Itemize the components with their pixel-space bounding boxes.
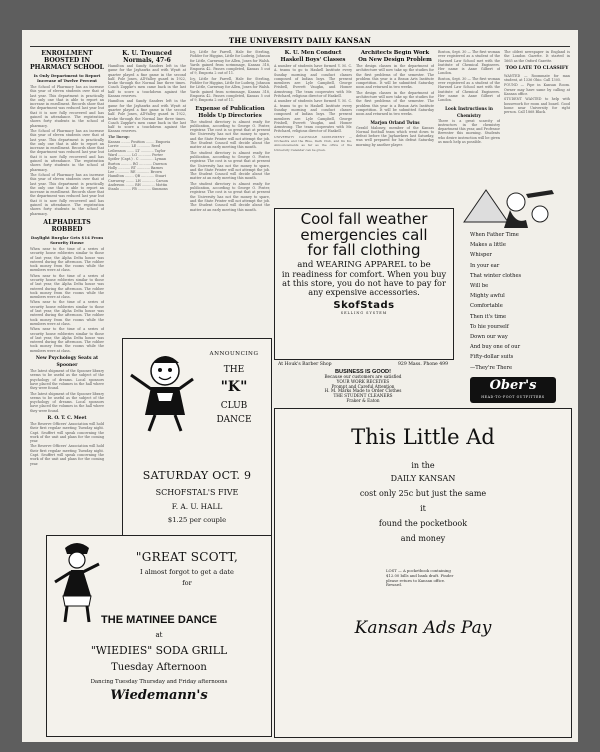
column-2 <box>108 50 186 360</box>
article-football-cont: Hamilton and Sandy Sanders left in the game for the Jayhawks and with Wyatt at quarter played a fine game in the second half. Pole Jones, All-Valley guard in 1922, broke through the Normal line three times. Coach Zuppke's men came back in the last half to score a touchdown against the Kansas reserves. <box>108 99 186 134</box>
article-alphadelts-cont: When near to the time of a series of security house robberies similar to those of last year, the Alpha Delta house was entered during the afternoon. The robber took money from the rooms while the members were at class. <box>30 273 104 300</box>
wiedemann-ad <box>46 535 272 737</box>
barber-line: Fraker & Eaton <box>346 397 380 403</box>
article-pharmacy: The School of Pharmacy has an increase this year of eleven students over that of last year. This department is practically the only one that is able to report an increase in enrollment. Records show that the department was reduced last year but that it is now fully recovered and has gained in attendance. The registration shows forty students in the school of pharmacy. <box>30 85 104 128</box>
lineup-row: Holly ........... RT ............ Barnes <box>108 165 164 170</box>
article-architects-cont: The design classes in the department of architecture will now take up the studies for the first problems of the semester. The problem this year is a Beaux Arts Institute competition. It will be submitted Saturday noon and returned in two weeks. <box>356 90 434 117</box>
masthead-rule <box>30 46 570 47</box>
lineup-row: Lorrie .......... LE ............ Reed <box>108 144 161 149</box>
poem-line: Mighty awful <box>470 293 505 300</box>
lineup-row: Leibenson ....... LT ............ Taylor <box>108 148 166 153</box>
article-haskell-cont: A number of students have formed Y. M. C. A. teams to go to Haskell Institute every Sunday morning and conduct classes composed of Indian boys. The present members are: Lyle Campbell, George Frisbell, Everett Vaughn, and Homer Armstrong. The team cooperates with Mr. Pritchard, religious director of Haskell. <box>274 99 352 134</box>
article-directories-more: The student directory is almost ready for publication, according to George O. Foster, registrar. The cost is so great that at present the University has not the money to spare, and the State Printer will not attempt the job. The Student Council will decide about the matter at an early meeting this month. <box>190 181 270 212</box>
matinee-dance-title: THE MATINEE DANCE <box>101 614 217 626</box>
scott-at: at <box>155 631 163 639</box>
poem-line: And buy one of our <box>470 344 521 351</box>
brand-subtitle: SELLING SYSTEM <box>340 310 388 315</box>
little-ad-line1: in the <box>411 461 435 470</box>
poem-line: To hie yourself <box>470 323 509 330</box>
ad-line: for fall clothing <box>307 241 421 259</box>
article-gazette: The oldest newspaper in England is the London Gazette. It started in 1665 as the Oxford Gazette. <box>504 50 570 63</box>
kansan-ads-pay-ad <box>274 408 572 738</box>
poem-line: When Father Time <box>470 232 519 238</box>
k-label: "K" <box>220 379 248 395</box>
article-haskell: A number of students have formed Y. M. C. A. teams to go to Haskell Institute every Sunday morning and conduct classes composed of Indian boys. The present members are: Lyle Campbell, George Frisbell, Everett Vaughn, and Homer Armstrong. The team cooperates with Mr. Pritchard, religious director of Haskell. <box>274 64 352 99</box>
article-harvard-cont: Boston, Sept. 30 — The first woman ever registered as a student of the Harvard Law School met with the Institute of Chemical Engineers. Her name is Anne Gilbert of London. <box>438 76 500 103</box>
article-pharmacy-more: The School of Pharmacy has an increase this year of eleven students over that of last year. This department is practically the only one that is able to report an increase in enrollment. Records show that the department was reduced last year but that it is now fully recovered and has gained in attendance. The registration shows forty students in the school of pharmacy. <box>30 172 104 216</box>
little-ad-line2: DAILY KANSAN <box>390 474 456 483</box>
headline-pharmacy: ENROLLMENT BOOSTED IN PHARMACY SCHOOL <box>30 50 104 71</box>
article-psychology: The latest shipment of the Spooner library seems to be useful as the subject of the psychology of dreams. Local sponsors have placed the volumes in the hall where they were found. <box>30 369 104 391</box>
column-4 <box>274 50 352 215</box>
classified-ad: WANTED — Roommate for man student, at 1336 Ohio. Call 1305. <box>504 73 570 83</box>
headline-football: K. U. Trounced Normals, 47-6 <box>122 50 172 64</box>
headline-twins: Marjon Orland Twins <box>370 119 420 125</box>
poem-line: Whisper <box>470 252 492 259</box>
poem-line: Then it's time <box>470 313 507 320</box>
poem-line: —They're There <box>470 364 513 371</box>
calendar-notice: UNIVERSITY CALENDAR SUPPLEMENT — Orchestra and the Blue, Dark Club, and Ku Ku. Announcements as far as the office of the University Calendar can be given. <box>274 134 352 152</box>
classified-ad: FOUND — Pipe in Kansan Room. Owner may have same by calling at Kansan office. <box>504 83 570 97</box>
poem-line: Fifty-dollar suits <box>470 354 514 361</box>
masthead: THE UNIVERSITY DAILY KANSAN <box>228 36 372 45</box>
little-ad-title: This Little Ad <box>351 425 495 449</box>
barber-ad <box>274 362 452 404</box>
article-chemistry: There is a great scarcity of instructors in the chemistry department this year, and Professor Brewster this morning. Students who desire instruction will be given as much help as possible. <box>438 118 500 145</box>
lineup-table <box>108 140 186 192</box>
barber-line: Because our customers are satisfied <box>324 374 402 379</box>
article-pharmacy-cont: The School of Pharmacy has an increase this year of eleven students over that of last year. This department is practically the only one that is able to report an increase in enrollment. Records show that the department was reduced last year but that it is now fully recovered and has gained in attendance. The registration shows forty students in the school of pharmacy. <box>30 128 104 172</box>
article-alphadelts: When near to the time of a series of security house robberies similar to those of last year, the Alpha Delta house was entered during the afternoon. The robber took money from the rooms while the members were at class. <box>30 246 104 273</box>
article-alphadelts-end: When near to the time of a series of security house robberies similar to those of last year, the Alpha Delta house was entered during the afternoon. The robber took money from the rooms while the members were at class. <box>30 327 104 353</box>
barber-address: 929 Mass. Phone 499 <box>397 362 448 367</box>
article-football-end-cont: Icy, Little for Farrell, Hale for Sterling, Fodder for Higgins, Little for Ludwig, Johnson for Little, Carraway for Allen, Jones for Walsh. Yards gained from scrimmage, Kansas 318, Emporia 42. Passes completed, Kansas 5 out of 9, Emporia 2 out of 11. <box>190 76 270 103</box>
little-ad-line5: found the pocketbook <box>378 519 468 528</box>
column-7 <box>504 50 570 200</box>
article-harvard: Boston, Sept. 30 — The first woman ever registered as a student of the Harvard Law School met with the Institute of Chemical Engineers. Her name is Anne Gilbert of London. <box>438 50 500 76</box>
poem-line: Makes a little <box>470 242 506 249</box>
lineup-row: Stanlo .......... FB ............ Simmons <box>108 187 168 192</box>
k-club-dance-ad <box>122 338 272 558</box>
dance-date: SATURDAY OCT. 9 <box>142 469 252 482</box>
classified-header: TOO LATE TO CLASSIFY <box>505 65 569 71</box>
article-architects: The design classes in the department of architecture will now take up the studies for the first problems of the semester. The problem this year is a Beaux Arts Institute competition. It will be submitted Saturday noon and returned in two weeks. <box>356 64 434 90</box>
the-label: THE <box>223 365 245 375</box>
ad-line: Cool fall weather <box>300 210 428 228</box>
subhead-alphadelts: Daylight Burglar Gets $14 From Sorority House <box>30 234 104 245</box>
article-rotc-cont: The Reserve Officers' Association will hold their first regular meeting Tuesday night. Capt. Seuffert will speak concerning the work of the unit and plans for the coming year. <box>30 444 104 466</box>
scott-day: Tuesday Afternoon <box>111 662 207 673</box>
wiedemann-logo: Wiedemann's <box>110 688 208 703</box>
poem <box>456 230 570 373</box>
barber-headline: BUSINESS IS GOOD! <box>335 369 391 375</box>
obers-ad <box>456 180 570 402</box>
poem-line: Comfortable <box>470 303 503 310</box>
article-psychology-cont: The latest shipment of the Spooner library seems to be useful as the subject of the psychology of dreams. Local sponsors have placed the volumes in the hall where they were found. <box>30 391 104 413</box>
little-ad-line6: and money <box>400 534 446 543</box>
scott-venue: "WIEDIES" SODA GRILL <box>90 644 228 657</box>
article-twins: Gerald Maloney, member of the Kansas Normal football team which went down to defeat before the Jayhawkers last Saturday, was well prepared for his defeat Saturday morning by another player. <box>356 125 434 147</box>
headline-directories: Expense of Publication Holds Up Directories <box>195 105 265 119</box>
obers-logo <box>470 377 556 403</box>
poem-line: Will be <box>470 283 489 290</box>
column-3 <box>190 50 270 360</box>
barber-line: H. M. Marks Made to Order Clothes <box>324 388 402 394</box>
subhead-pharmacy: Is Only Department to Report Increase of Twelve Percent <box>33 73 101 83</box>
lineup-row: Carraway ........ LH ............ Carson <box>108 178 168 183</box>
headline-chemistry: Look Instructions in Chemistry <box>445 105 493 118</box>
scott-line1: I almost forgot to get a date <box>140 568 234 576</box>
little-ad-line4: it <box>420 504 426 513</box>
lineup-label: The lineup: <box>108 134 130 139</box>
classified-ad: STUDENT WANTED to help with housework for room and board. Good home near University for right person. Call 1868 Black. <box>504 97 570 115</box>
article-football-end: Icy, Little for Farrell, Hale for Sterling, Fodder for Higgins, Little for Ludwig, Johnson for Little, Carraway for Allen, Jones for Walsh. Yards gained from scrimmage, Kansas 318, Emporia 42. Passes completed, Kansas 5 out of 9, Emporia 2 out of 11. <box>190 50 270 76</box>
scott-title: "GREAT SCOTT, <box>135 550 239 564</box>
lineup-row: Kansas ........ Position ........ Emporia <box>108 140 171 145</box>
lineup-row: Lee ............. RE ............ Brown <box>108 170 162 175</box>
column-1 <box>30 50 104 560</box>
newspaper-page <box>22 30 578 742</box>
ad-body: in readiness for comfort. When you buy at this store, you do not have to pay for any expensive accessories. <box>281 269 447 298</box>
headline-psychology: New Psychology Seats at Spooner <box>35 356 99 369</box>
lineup-row: Spitler (Capt.) . C ............. Lyman <box>108 157 167 162</box>
article-alphadelts-more: When near to the time of a series of security house robberies similar to those of last year, the Alpha Delta house was entered during the afternoon. The robber took money from the rooms while the members were at class. <box>30 300 104 326</box>
article-directories-cont: The student directory is almost ready for publication, according to George O. Foster, registrar. The cost is so great that at present the University has not the money to spare, and the State Printer will not attempt the job. The Student Council will decide about the matter at an early meeting this month. <box>190 150 270 181</box>
scott-schedule: Dancing Tuesday Thursday and Friday afternoons <box>90 679 228 685</box>
obers-logo-subtitle: HEAD-TO-FOOT OUTFITTERS <box>481 394 545 399</box>
dance-label: DANCE <box>216 415 252 425</box>
lineup-row: Burton .......... RG ............ Dawson <box>108 161 167 166</box>
announcing-label: ANNOUNCING <box>209 351 259 357</box>
barber-body <box>274 375 452 404</box>
lineup-row: Anderson ........ RH ............ Mottin <box>108 183 168 188</box>
article-football: Hamilton and Sandy Sanders left in the game for the Jayhawks and with Wyatt at quarter played a fine game in the second half. Pole Jones, All-Valley guard in 1922, broke through the Normal line three times. Coach Zuppke's men came back in the last half to score a touchdown against the Kansas reserves. <box>108 64 186 99</box>
club-label: CLUB <box>220 401 248 411</box>
barber-line: YOUR WORK RECEIVES <box>336 378 390 384</box>
scottish-man-icon <box>51 540 103 624</box>
barber-line: THE STUDENT CLEANERS <box>333 393 393 399</box>
poem-line: In your ear <box>470 262 500 269</box>
father-time-illustration <box>456 180 570 230</box>
poem-line: That winter clothes <box>470 272 522 279</box>
headline-alphadelts: ALPHADELTS ROBBED <box>43 218 91 233</box>
dance-band: SCHOFSTAL'S FIVE <box>155 488 239 497</box>
barber-name: At Houk's Barber Shop <box>278 362 332 367</box>
cartoon-figure-icon <box>127 349 197 433</box>
headline-rotc: R. O. T. C. Meet <box>47 416 87 421</box>
headline-haskell: K. U. Men Conduct Haskell Boys' Classes <box>280 50 346 63</box>
poem-line: Down our way <box>470 334 508 341</box>
barber-line: Prompt and Careful Attention <box>331 383 395 389</box>
ad-line: emergencies call <box>300 225 428 244</box>
lost-notice: LOST — A pocketbook containing $12.00 bills and bank draft. Finder please return to Kansan office. Reward. <box>386 568 454 588</box>
dance-price: $1.25 per couple <box>167 516 227 524</box>
dance-hall: F. A. U. HALL <box>171 502 223 511</box>
lineup-row: Hamilton ........ QB ............ Stuart <box>108 174 166 179</box>
little-ad-line3: cost only 25c but just the same <box>359 489 487 498</box>
lineup-row: Ward ............ LG ............ Porter <box>108 152 163 157</box>
article-rotc: The Reserve Officers' Association will hold their first regular meeting Tuesday night. Capt. Seuffert will speak concerning the work of the unit and plans for the coming year. <box>30 422 104 444</box>
column-6 <box>438 50 500 200</box>
skofstad-ad <box>274 208 454 360</box>
brand-logo: SkofStads <box>333 299 395 311</box>
headline-architects: Architects Begin Work On New Design Problem <box>358 50 432 63</box>
scott-line2: for <box>182 579 192 587</box>
obers-logo-text: Ober's <box>489 377 537 393</box>
kansan-ads-pay-slogan: Kansan Ads Pay <box>354 618 492 639</box>
article-directories: The student directory is almost ready for publication, according to George O. Foster, registrar. The cost is so great that at present the University has not the money to spare, and the State Printer will not attempt the job. The Student Council will decide about the matter at an early meeting this month. <box>190 119 270 150</box>
column-5 <box>356 50 434 215</box>
ad-subline: and WEARING APPAREL to be <box>297 259 431 270</box>
